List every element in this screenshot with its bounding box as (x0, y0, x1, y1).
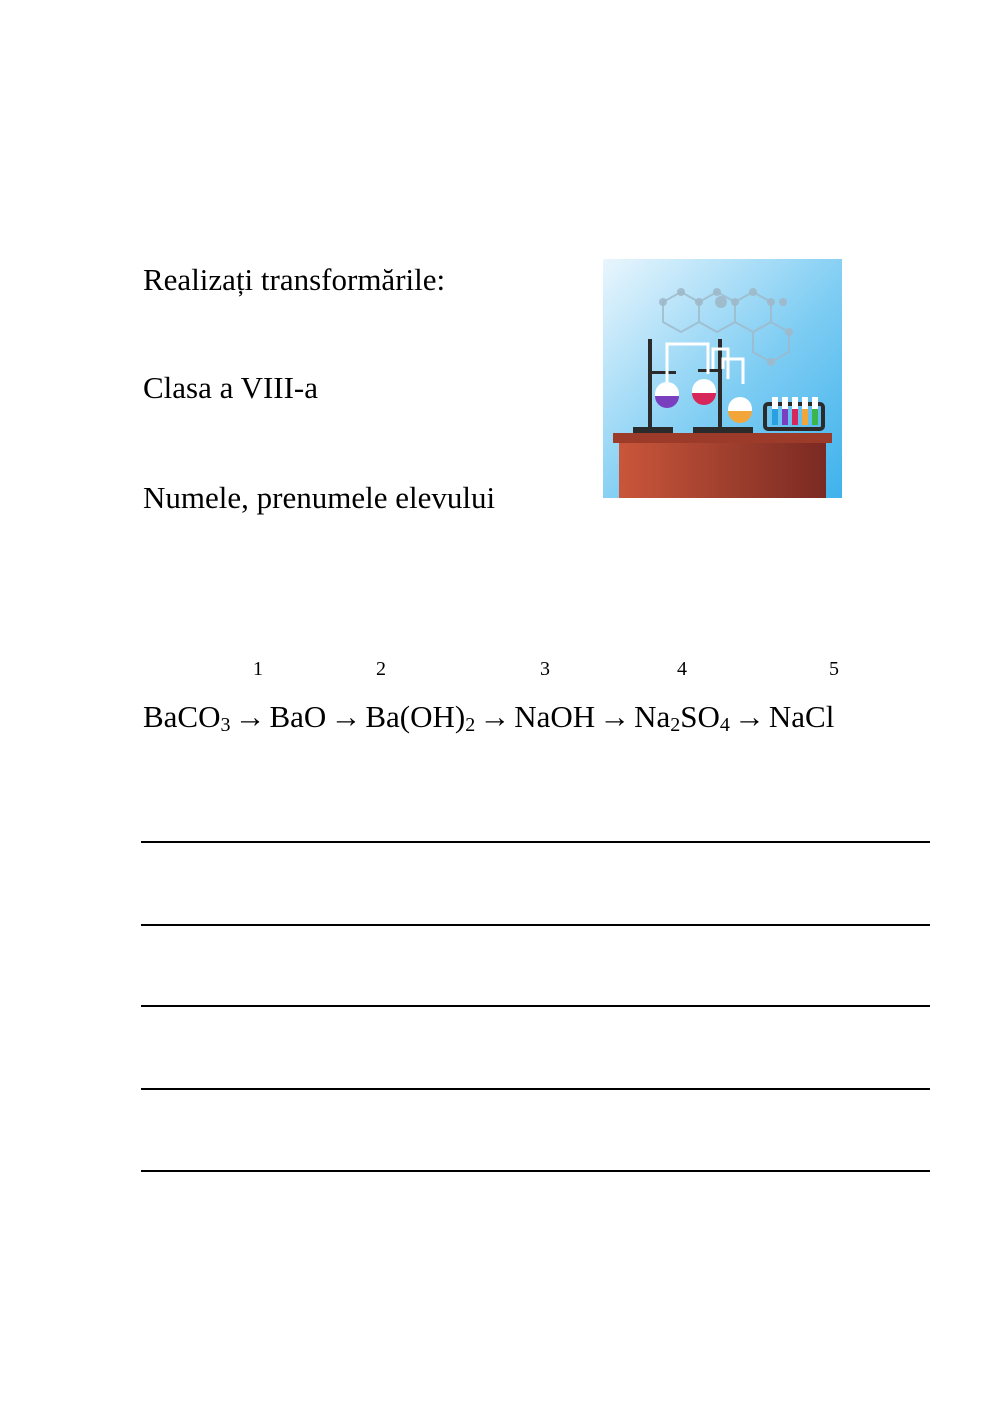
compound (143, 699, 231, 734)
chemistry-lab-icon (603, 259, 842, 498)
subscript: 4 (719, 714, 730, 736)
answer-line[interactable] (141, 1170, 930, 1172)
compound (514, 699, 595, 734)
step-number-3: 3 (540, 658, 550, 680)
step-number-4: 4 (677, 658, 687, 680)
answer-line[interactable] (141, 1088, 930, 1090)
answer-line[interactable] (141, 924, 930, 926)
answer-line[interactable] (141, 1005, 930, 1007)
subscript: 2 (465, 714, 476, 736)
reaction-arrow: → (479, 699, 511, 734)
reaction-arrow: → (599, 699, 631, 734)
reaction-arrow: → (234, 699, 266, 734)
formula-text: NaCl (768, 699, 835, 734)
answer-line[interactable] (141, 841, 930, 843)
step-number-1: 1 (253, 658, 263, 680)
step-number-2: 2 (376, 658, 386, 680)
compound (365, 699, 475, 734)
class-label: Clasa a VIII-a (143, 370, 319, 405)
compound (769, 699, 834, 734)
formula-text: Ba(OH) (365, 699, 466, 734)
student-name-label: Numele, prenumele elevului (143, 480, 496, 515)
reaction-arrow: → (733, 699, 765, 734)
subscript: 3 (220, 714, 231, 736)
compound (270, 699, 327, 734)
formula-text: NaOH (514, 699, 596, 734)
step-number-5: 5 (829, 658, 839, 680)
formula-text: Na (634, 699, 671, 734)
subscript: 2 (670, 714, 681, 736)
formula-text: BaO (269, 699, 327, 734)
reaction-arrow: → (330, 699, 362, 734)
reaction-chain (143, 698, 834, 736)
worksheet-title: Realizați transformările: (143, 262, 446, 297)
compound (634, 699, 730, 734)
formula-text: BaCO (143, 699, 221, 734)
formula-text: SO (680, 699, 720, 734)
